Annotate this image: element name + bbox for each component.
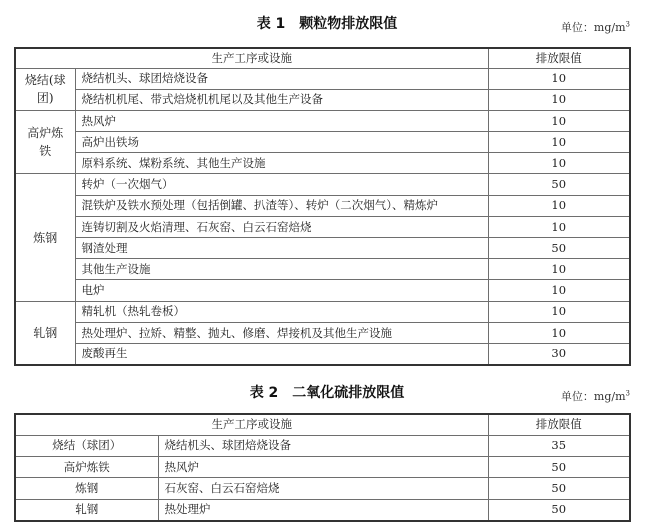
table-row (15, 89, 630, 110)
limit-cell: 10 (488, 153, 630, 174)
facility-cell: 热处理炉 (158, 499, 488, 520)
limit-cell: 35 (488, 435, 630, 456)
header-limit: 排放限值 (488, 414, 630, 435)
table-row (15, 153, 630, 174)
category-label: 轧钢 (33, 325, 58, 340)
facility-cell: 钢渣处理 (75, 238, 488, 259)
table1-unit-text: 单位：mg/m (560, 21, 626, 34)
table-row (15, 132, 630, 153)
limit-cell: 10 (488, 259, 630, 280)
facility-cell: 热处理炉、拉矫、精整、抛丸、修磨、焊接机及其他生产设施 (75, 322, 488, 343)
facility-cell: 其他生产设施 (75, 259, 488, 280)
limit-cell: 10 (488, 89, 630, 110)
header-process: 生产工序或设施 (15, 414, 488, 435)
facility-cell: 烧结机头、球团焙烧设备 (158, 435, 488, 456)
limit-cell: 50 (488, 174, 630, 195)
facility-cell: 转炉（一次烟气） (75, 174, 488, 195)
limit-cell: 10 (488, 195, 630, 216)
table2-unit-text: 单位：mg/m (560, 390, 626, 403)
table2-unit-sup: 3 (625, 389, 630, 398)
category-cell: 烧结（球团） (15, 435, 158, 456)
facility-cell: 连铸切割及火焰清理、石灰窑、白云石窑焙烧 (75, 216, 488, 237)
facility-cell: 热风炉 (158, 456, 488, 477)
table-header-row (15, 48, 630, 68)
facility-cell: 高炉出铁场 (75, 132, 488, 153)
table-header-row (15, 414, 630, 435)
table-row (15, 195, 630, 216)
table-row (15, 301, 630, 322)
facility-cell: 精轧机（热轧卷板） (75, 301, 488, 322)
facility-cell: 废酸再生 (75, 343, 488, 364)
table1-unit-sup: 3 (625, 20, 630, 29)
table-row (15, 456, 630, 477)
limit-cell: 10 (488, 301, 630, 322)
table-row (15, 343, 630, 364)
table2-unit (561, 388, 630, 404)
table-row (15, 499, 630, 520)
table-row (15, 68, 630, 89)
facility-cell: 石灰窑、白云石窑焙烧 (158, 478, 488, 499)
table-row (15, 174, 630, 195)
table-row (15, 259, 630, 280)
category-label: 高炉炼铁 (27, 126, 64, 159)
table-row (15, 238, 630, 259)
category-cell: 轧钢 (15, 499, 158, 520)
facility-cell: 混铁炉及铁水预处理（包括倒罐、扒渣等）、转炉（二次烟气）、精炼炉 (75, 195, 488, 216)
category-label: 烧结(球团) (24, 73, 66, 106)
table-row (15, 478, 630, 499)
header-process: 生产工序或设施 (15, 48, 488, 68)
limit-cell: 10 (488, 280, 630, 301)
table1-unit (561, 19, 630, 35)
limit-cell: 10 (488, 110, 630, 131)
header-limit: 排放限值 (488, 48, 630, 68)
category-cell (15, 301, 75, 365)
category-cell: 炼钢 (15, 478, 158, 499)
limit-cell: 10 (488, 132, 630, 153)
limit-cell: 50 (488, 499, 630, 520)
limit-cell: 30 (488, 343, 630, 364)
facility-cell: 原料系统、煤粉系统、其他生产设施 (75, 153, 488, 174)
limit-cell: 50 (488, 456, 630, 477)
category-cell (15, 174, 75, 301)
category-cell (15, 68, 75, 110)
category-label: 炼钢 (33, 230, 58, 245)
limit-cell: 10 (488, 322, 630, 343)
category-cell (15, 110, 75, 174)
facility-cell: 热风炉 (75, 110, 488, 131)
table-row (15, 216, 630, 237)
facility-cell: 电炉 (75, 280, 488, 301)
facility-cell: 烧结机头、球团焙烧设备 (75, 68, 488, 89)
limit-cell: 10 (488, 68, 630, 89)
limit-cell: 10 (488, 216, 630, 237)
so2-limits-table (14, 413, 631, 522)
category-cell: 高炉炼铁 (15, 456, 158, 477)
table-row (15, 110, 630, 131)
limit-cell: 50 (488, 478, 630, 499)
table-row (15, 435, 630, 456)
limit-cell: 50 (488, 238, 630, 259)
table-row (15, 322, 630, 343)
facility-cell: 烧结机机尾、带式焙烧机机尾以及其他生产设备 (75, 89, 488, 110)
table-row (15, 280, 630, 301)
table1-title: 表 1 颗粒物排放限值 (256, 16, 398, 32)
particulate-limits-table (14, 47, 631, 366)
table2-title: 表 2 二氧化硫排放限值 (249, 385, 405, 401)
